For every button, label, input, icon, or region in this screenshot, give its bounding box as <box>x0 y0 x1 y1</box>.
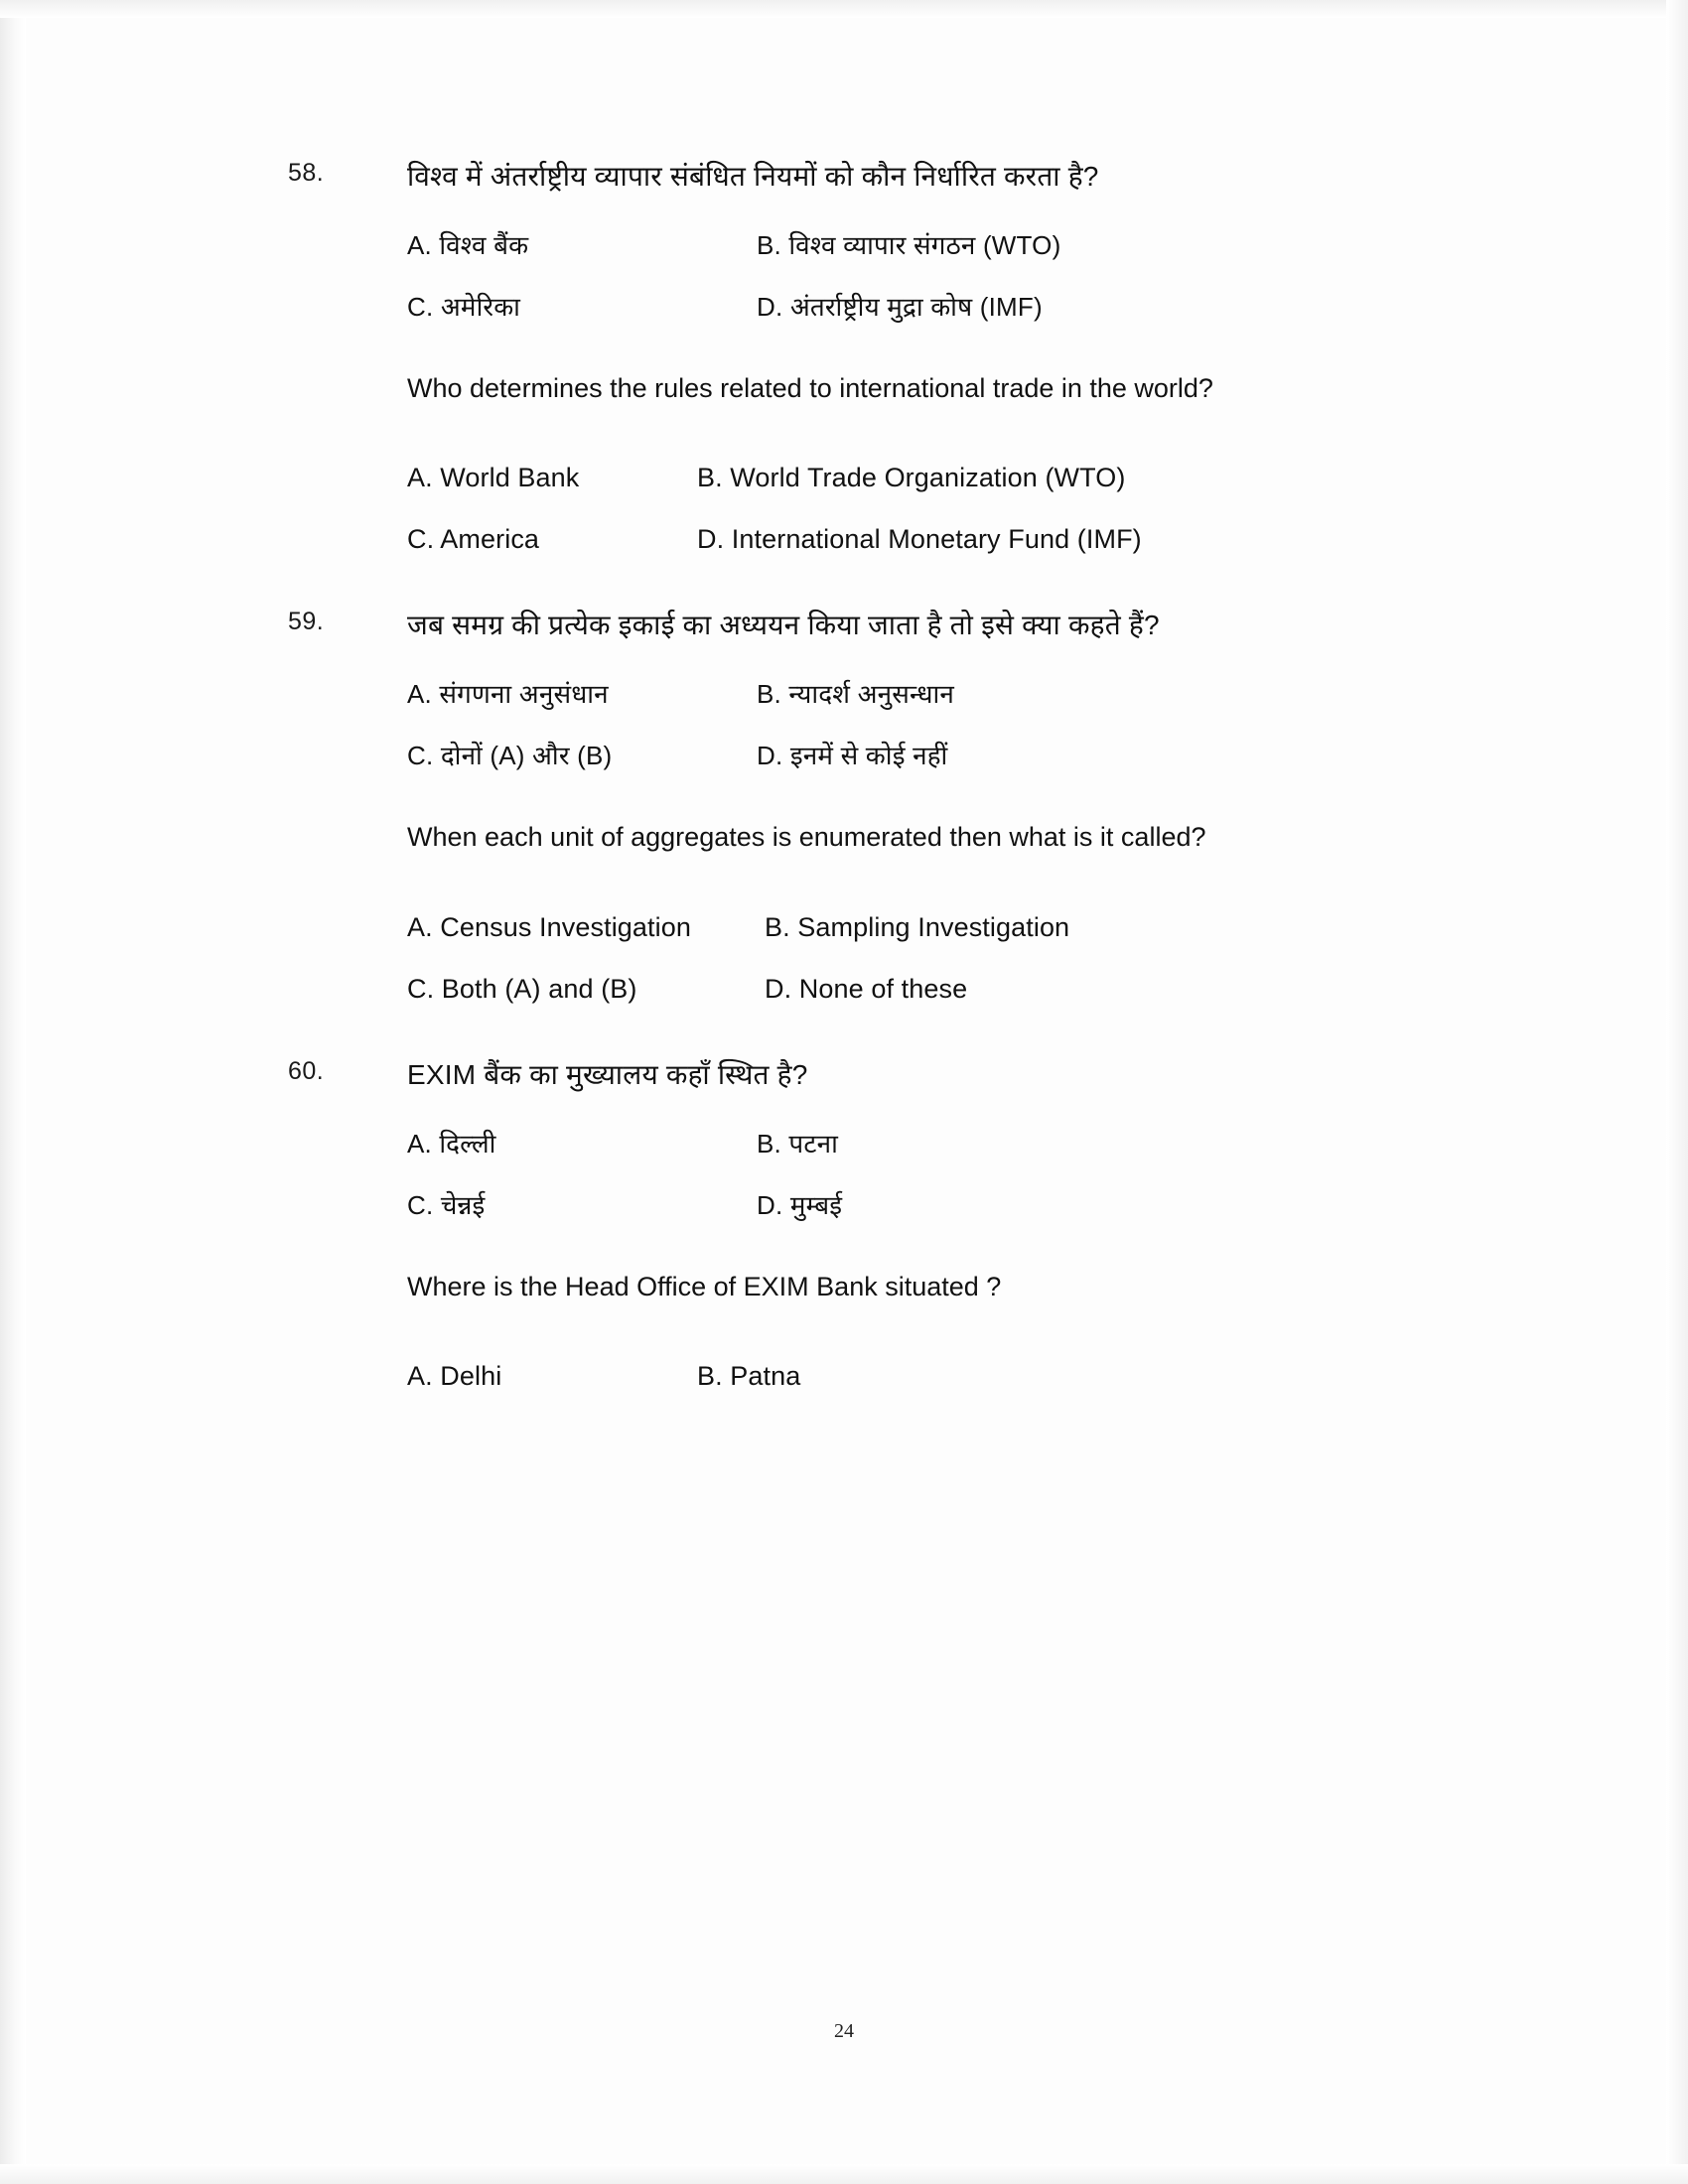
option-english-a[interactable]: A. Census Investigation <box>407 911 691 942</box>
option-hindi-c[interactable]: C. दोनों (A) और (B) <box>407 741 613 771</box>
options-english <box>407 1361 1470 1423</box>
option-hindi-a[interactable]: A. विश्व बैंक <box>407 230 529 260</box>
question-block-58 <box>288 159 1470 586</box>
option-english-d[interactable]: D. International Monetary Fund (IMF) <box>697 524 1142 555</box>
options-english <box>407 912 1470 1035</box>
question-block-60 <box>288 1057 1470 1423</box>
options-hindi <box>407 226 1470 349</box>
scan-edge-left <box>0 0 26 2184</box>
option-english-b[interactable]: B. World Trade Organization (WTO) <box>697 463 1126 493</box>
scan-edge-bottom <box>0 2164 1688 2184</box>
option-row <box>407 1361 1470 1423</box>
question-number: 60. <box>288 1056 325 1085</box>
option-hindi-b[interactable]: B. न्यादर्श अनुसन्धान <box>757 679 955 710</box>
question-heading <box>288 159 1470 212</box>
option-english-c[interactable]: C. Both (A) and (B) <box>407 973 637 1004</box>
option-english-c[interactable]: C. America <box>407 524 540 555</box>
scan-edge-right <box>1666 0 1688 2184</box>
option-row <box>407 1125 1470 1186</box>
question-text-hindi: जब समग्र की प्रत्येक इकाई का अध्ययन किया जाता है तो इसे क्या कहते हैं? <box>407 610 1160 641</box>
question-text-hindi: EXIM बैंक का मुख्यालय कहाँ स्थित है? <box>407 1058 808 1090</box>
option-row <box>407 1186 1470 1248</box>
options-english <box>407 463 1470 586</box>
option-row <box>407 912 1470 974</box>
option-english-a[interactable]: A. World Bank <box>407 463 580 493</box>
options-hindi <box>407 1125 1470 1248</box>
option-row <box>407 524 1470 586</box>
option-row <box>407 974 1470 1035</box>
options-hindi <box>407 675 1470 798</box>
question-heading <box>288 608 1470 661</box>
scan-edge-top <box>0 0 1688 18</box>
question-text-english: When each unit of aggregates is enumerated then what is it called? <box>407 822 1206 853</box>
option-row <box>407 226 1470 288</box>
option-row <box>407 463 1470 524</box>
question-text-hindi: विश्व में अंतर्राष्ट्रीय व्यापार संबंधित नियमों को कौन निर्धारित करता है? <box>407 161 1099 192</box>
page-number-footer: 24 <box>834 2020 854 2042</box>
option-english-a[interactable]: A. Delhi <box>407 1361 502 1392</box>
option-hindi-a[interactable]: A. दिल्ली <box>407 1128 496 1159</box>
option-hindi-c[interactable]: C. चेन्नई <box>407 1189 486 1220</box>
option-hindi-d[interactable]: D. अंतर्राष्ट्रीय मुद्रा कोष (IMF) <box>757 292 1043 322</box>
question-heading <box>288 1057 1470 1111</box>
question-text-english: Where is the Head Office of EXIM Bank situated ? <box>407 1271 1002 1301</box>
question-number: 59. <box>288 608 325 636</box>
option-row <box>407 737 1470 798</box>
option-hindi-c[interactable]: C. अमेरिका <box>407 292 521 322</box>
option-row <box>407 675 1470 737</box>
option-hindi-d[interactable]: D. मुम्बई <box>757 1189 843 1220</box>
option-hindi-a[interactable]: A. संगणना अनुसंधान <box>407 679 609 710</box>
option-hindi-d[interactable]: D. इनमें से कोई नहीं <box>757 741 948 771</box>
question-text-english: Who determines the rules related to international trade in the world? <box>407 373 1213 403</box>
option-row <box>407 288 1470 349</box>
option-english-b[interactable]: B. Sampling Investigation <box>765 911 1070 942</box>
question-number: 58. <box>288 159 325 187</box>
option-hindi-b[interactable]: B. विश्व व्यापार संगठन (WTO) <box>757 230 1061 260</box>
option-english-d[interactable]: D. None of these <box>765 973 968 1004</box>
option-hindi-b[interactable]: B. पटना <box>757 1128 839 1159</box>
option-english-b[interactable]: B. Patna <box>697 1361 801 1392</box>
question-list <box>288 159 1470 1423</box>
question-block-59 <box>288 608 1470 1034</box>
